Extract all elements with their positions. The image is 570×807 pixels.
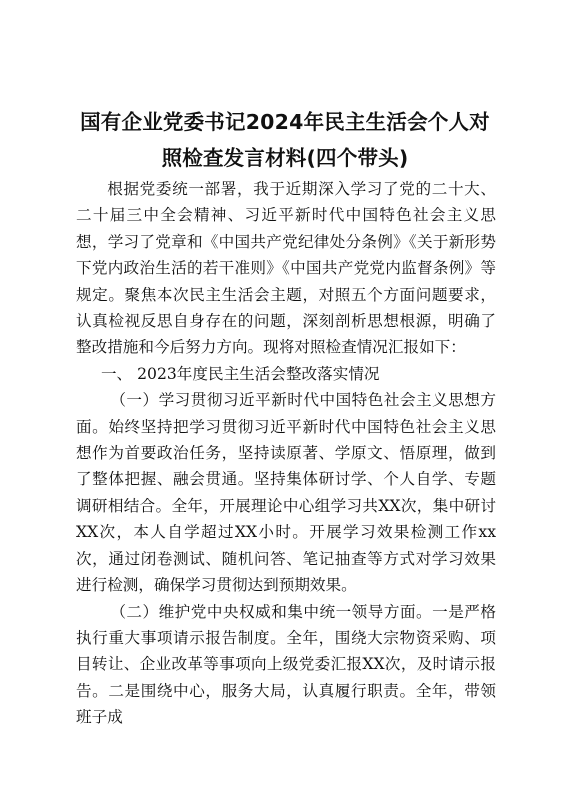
paragraph-authority: （二）维护党中央权威和集中统一领导方面。一是严格执行重大事项请示报告制度。全年，围绕大宗物资采购、项目转让、企业改革等事项向上级党委汇报XX次，及时请示报告。二是围绕中心，服务大局，认真履行职责。全年，带领班子成 (76, 602, 496, 727)
paragraph-study: （一）学习贯彻习近平新时代中国特色社会主义思想方面。始终坚持把学习贯彻习近平新时代中国特色社会主义思想作为首要政治任务，坚持读原著、学原文、悟原理，做到了整体把握、融会贯通。坚持集体研讨学、个人自学、专题调研相结合。全年，开展理论中心组学习共XX次，集中研讨XX次，本人自学超过XX小时。开展学习效果检测工作xx次，通过闭卷测试、随机问答、笔记抽查等方式对学习效果进行检测，确保学习贯彻达到预期效果。 (76, 391, 496, 595)
intro-paragraph: 根据党委统一部署，我于近期深入学习了党的二十大、二十届三中全会精神、习近平新时代中国特色社会主义思想，学习了党章和《中国共产党纪律处分条例》《关于新形势下党内政治生活的若干准则》《中国共产党党内监督条例》等规定。聚焦本次民主生活会主题，对照五个方面问题要求，认真检视反思自身存在的问题，深刻剖析思想根源，明确了整改措施和今后努力方向。现将对照检查情况汇报如下： (76, 180, 496, 357)
section-heading: 一、 2023年度民主生活会整改落实情况 (100, 364, 380, 383)
title-line-1: 国有企业党委书记2024年民主生活会个人对 (80, 110, 490, 134)
document-body (76, 176, 496, 731)
title-line-2: 照检查发言材料(四个带头) (161, 146, 409, 170)
document-title (72, 104, 498, 176)
